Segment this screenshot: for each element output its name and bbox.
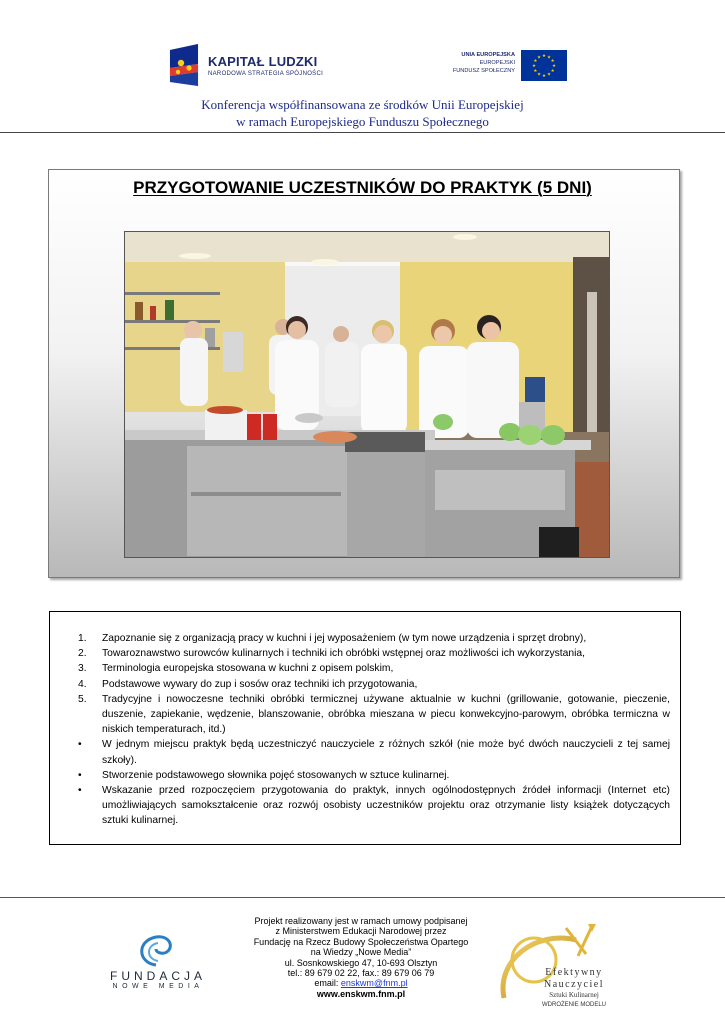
svg-text:★: ★ <box>546 55 552 61</box>
website-link[interactable]: www.enskwm.fnm.pl <box>316 988 406 999</box>
eu-line1: UNIA EUROPEJSKA <box>461 52 515 58</box>
list-marker: 1. <box>78 633 87 644</box>
kitchen-workshop-photo <box>124 231 610 558</box>
list-item-text: W jednym miejscu praktyk będą uczestniczyć nauczyciele z różnych szkół (nie może być dwóch nauczycieli z tej samej szkoły). <box>102 739 670 766</box>
list-item <box>78 783 670 829</box>
svg-text:★: ★ <box>536 55 542 61</box>
footer-line: Fundację na Rzecz Budowy Społeczeństwa Opartego <box>253 936 469 947</box>
efektywny-nauczyciel-logo <box>496 920 634 1018</box>
footer-project-info <box>228 916 494 999</box>
svg-text:★: ★ <box>541 54 547 59</box>
kapital-ludzki-flag-icon <box>168 42 202 88</box>
conference-line-2: w ramach Europejskiego Funduszu Społecznego <box>236 114 489 129</box>
eu-line3: FUNDUSZ SPOŁECZNY <box>452 68 515 74</box>
fundacja-swirl-icon <box>98 931 218 969</box>
list-item-text: Towaroznawstwo surowców kulinarnych i techniki ich obróbki wstępnej oraz możliwości ich wykorzystania, <box>102 648 585 660</box>
list-marker: 4. <box>78 678 87 690</box>
kapital-ludzki-logo <box>168 42 324 88</box>
list-marker: • <box>78 739 82 751</box>
list-item-text: Terminologia europejska stosowana w kuchni z opisem polskim, <box>102 663 394 675</box>
list-item <box>78 692 670 738</box>
list-item-text: Stworzenie podstawowego słownika pojęć stosowanych w sztuce kulinarnej. <box>102 769 450 781</box>
footer-email-line <box>228 978 494 988</box>
eu-line2: EUROPEJSKI <box>479 60 515 66</box>
eu-logo <box>452 50 567 82</box>
email-label: email: <box>314 978 341 989</box>
list-item-text: Tradycyjne i nowoczesne techniki obróbki termicznej używane aktualnie w kuchni (grillowanie, gotowanie, pieczenie, duszenie, zapiekanie, wędzenie, blanszowanie, obróbka mieszana w piecu konwekcyjno-parowym, obróbka termiczna w niskich temperaturach, itd.) <box>102 693 670 736</box>
list-marker: 3. <box>78 663 87 675</box>
kapital-ludzki-title: KAPITAŁ LUDZKI <box>208 54 318 69</box>
footer-phone: tel.: 89 679 02 22, fax.: 89 679 06 79 <box>287 968 435 979</box>
list-item <box>78 677 670 692</box>
efektywny-line4: WDROŻENIE MODELU <box>541 1002 607 1008</box>
list-item-text: Zapoznanie się z organizacją pracy w kuchni i jej wyposażeniem (w tym nowe urządzenia i sprzęt drobny), <box>102 633 587 644</box>
svg-text:★: ★ <box>541 74 547 79</box>
fundacja-name: FUNDACJA <box>109 969 206 983</box>
efektywny-line2: Nauczyciel <box>544 979 604 990</box>
list-item <box>78 646 670 661</box>
list-item <box>78 737 670 767</box>
list-item-text: Wskazanie przed rozpoczęciem przygotowania do praktyk, innych ogólnodostępnych źródeł informacji (Internet etc) umożliwiających samokształcenie oraz rozwój osobisty uczestników projektu oraz otrzymanie listy książek dotyczących sztuki kulinarnej. <box>102 785 670 827</box>
fundacja-nowe-media-logo <box>98 931 218 991</box>
efektywny-line3: Sztuki Kulinarnej <box>549 991 599 999</box>
svg-text:★: ★ <box>550 59 555 64</box>
header-divider <box>0 132 725 133</box>
list-marker: 5. <box>78 693 87 705</box>
conference-line-1: Konferencja współfinansowana ze środków Unii Europejskiej <box>201 97 524 112</box>
efektywny-nauczyciel-icon <box>496 920 634 1018</box>
fundacja-subname: NOWE MEDIA <box>112 983 204 990</box>
list-item <box>78 631 670 646</box>
kapital-ludzki-subtitle: NARODOWA STRATEGIA SPÓJNOŚCI <box>208 71 324 77</box>
svg-text:★: ★ <box>546 72 552 78</box>
kitchen-photo-illustration <box>125 232 609 557</box>
email-link[interactable]: enskwm@fnm.pl <box>340 978 408 989</box>
list-marker: 2. <box>78 648 87 660</box>
eu-logo-text <box>453 51 515 75</box>
footer-line: Projekt realizowany jest w ramach umowy podpisanej <box>254 916 468 926</box>
svg-text:★: ★ <box>550 69 555 74</box>
footer-divider <box>0 897 725 898</box>
svg-text:★: ★ <box>533 59 538 64</box>
eu-flag-icon <box>521 50 567 81</box>
footer-line: na Wiedzy „Nowe Media” <box>310 947 412 958</box>
panel-title: PRZYGOTOWANIE UCZESTNIKÓW DO PRAKTYK (5 DNI) <box>133 178 592 197</box>
svg-text:★: ★ <box>531 64 537 69</box>
list-item-text: Podstawowe wywary do zup i sosów oraz techniki ich przygotowania, <box>102 678 418 690</box>
list-item <box>78 768 670 783</box>
footer-line: z Ministerstwem Edukacji Narodowej przez <box>275 926 447 937</box>
footer-address: ul. Sosnkowskiego 47, 10-693 Olsztyn <box>284 957 438 968</box>
svg-text:★: ★ <box>536 72 542 78</box>
efektywny-line1: Efektywny <box>545 967 603 978</box>
list-item <box>78 661 670 676</box>
svg-text:★: ★ <box>533 69 538 74</box>
program-list <box>78 631 670 829</box>
list-marker: • <box>78 785 82 797</box>
list-marker: • <box>78 769 82 781</box>
svg-text:★: ★ <box>551 64 557 69</box>
